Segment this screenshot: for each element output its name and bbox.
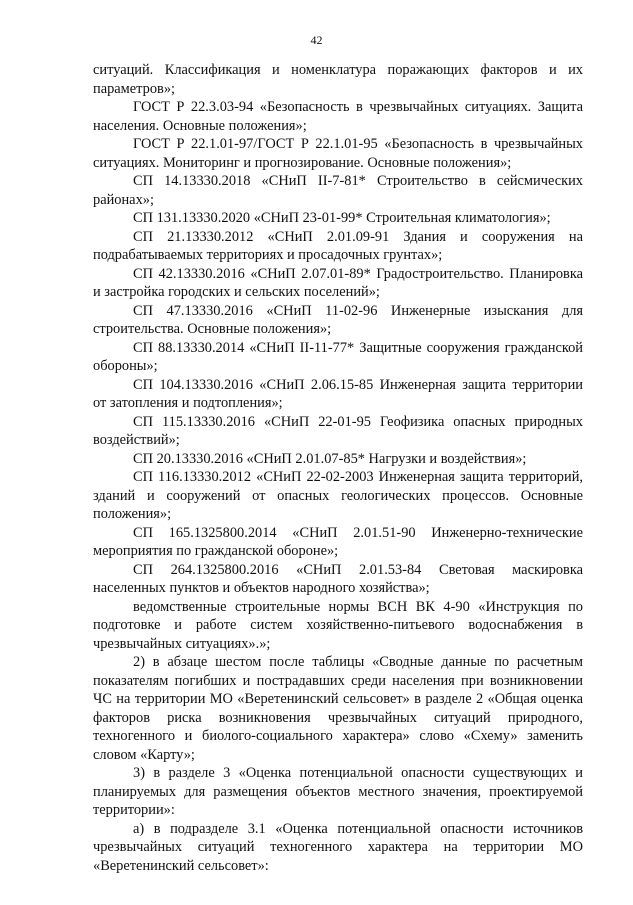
paragraph: СП 47.13330.2016 «СНиП 11-02-96 Инженерные изыскания для строительства. Основные положения»; bbox=[93, 302, 583, 337]
paragraph: ГОСТ Р 22.3.03-94 «Безопасность в чрезвычайных ситуациях. Защита населения. Основные положения»; bbox=[93, 99, 583, 134]
paragraph: СП 42.13330.2016 «СНиП 2.07.01-89* Градостроительство. Планировка и застройка городских и сельских поселений»; bbox=[93, 265, 583, 300]
paragraph: СП 21.13330.2012 «СНиП 2.01.09-91 Здания и сооружения на подрабатываемых территориях и просадочных грунтах»; bbox=[93, 228, 583, 263]
paragraph: СП 88.13330.2014 «СНиП II-11-77* Защитные сооружения гражданской обороны»; bbox=[93, 339, 583, 374]
paragraph: 2) в абзаце шестом после таблицы «Сводные данные по расчетным показателям погибших и пострадавших среди населения при возникновении ЧС на территории МО «Веретенинский сельсовет» в разделе 2 «Общая оценка факторов риска возникновения чрезвычайных ситуаций природного, техногенного и биолого-социального характера» слово «Схему» заменить словом «Карту»; bbox=[93, 654, 583, 763]
paragraph: ведомственные строительные нормы ВСН ВК 4-90 «Инструкция по подготовке и работе систем хозяйственно-питьевого водоснабжения в чрезвычайных ситуациях».»; bbox=[93, 598, 583, 652]
paragraph: ГОСТ Р 22.1.01-97/ГОСТ Р 22.1.01-95 «Безопасность в чрезвычайных ситуациях. Мониторинг и прогнозирование. Основные положения»; bbox=[93, 136, 583, 171]
paragraph: СП 14.13330.2018 «СНиП II-7-81* Строительство в сейсмических районах»; bbox=[93, 173, 583, 208]
paragraph: 3) в разделе 3 «Оценка потенциальной опасности существующих и планируемых для размещения объектов местного значения, проектируемой территории»: bbox=[93, 765, 583, 818]
paragraph: СП 116.13330.2012 «СНиП 22-02-2003 Инженерная защита территорий, зданий и сооружений от опасных геологических процессов. Основные положения»; bbox=[93, 469, 583, 522]
paragraph: ситуаций. Классификация и номенклатура поражающих факторов и их параметров»; bbox=[93, 62, 583, 97]
paragraph: СП 165.1325800.2014 «СНиП 2.01.51-90 Инженерно-технические мероприятия по гражданской обороне»; bbox=[93, 524, 583, 559]
paragraph: СП 20.13330.2016 «СНиП 2.01.07-85* Нагрузки и воздействия»; bbox=[133, 450, 527, 467]
paragraph: СП 264.1325800.2016 «СНиП 2.01.53-84 Световая маскировка населенных пунктов и объектов народного хозяйства»; bbox=[93, 561, 583, 596]
paragraph: СП 115.13330.2016 «СНиП 22-01-95 Геофизика опасных природных воздействий»; bbox=[93, 413, 583, 448]
paragraph: а) в подразделе 3.1 «Оценка потенциальной опасности источников чрезвычайных ситуаций техногенного характера на территории МО «Веретенинский сельсовет»: bbox=[93, 820, 583, 874]
document-body bbox=[93, 61, 583, 875]
paragraph: СП 104.13330.2016 «СНиП 2.06.15-85 Инженерная защита территории от затопления и подтопления»; bbox=[93, 376, 583, 411]
paragraph: СП 131.13330.2020 «СНиП 23-01-99* Строительная климатология»; bbox=[133, 210, 551, 226]
page-number: 42 bbox=[310, 33, 323, 47]
